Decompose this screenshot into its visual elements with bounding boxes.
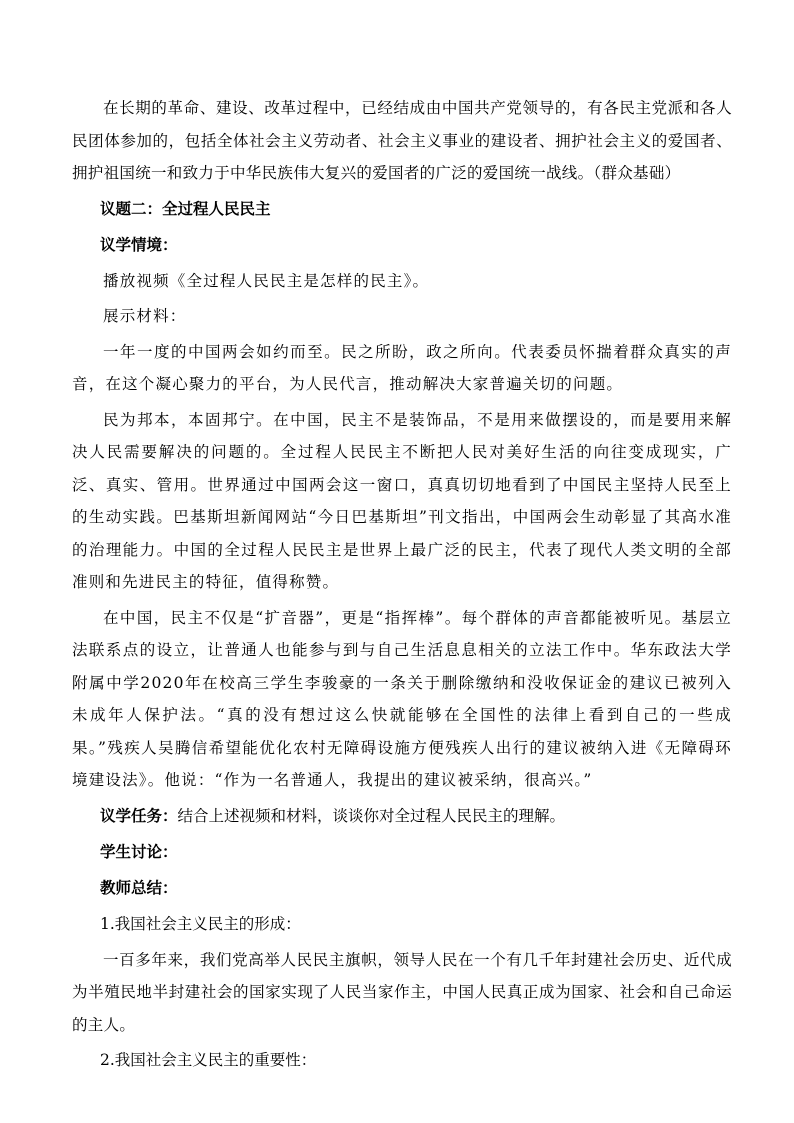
point-1-text: 一百多年来，我们党高举人民民主旗帜，领导人民在一个有几千年封建社会历史、近代成为半殖民地半封建社会的国家实现了人民当家作主，中国人民真正成为国家、社会和自己命运的主人。 <box>72 950 732 1034</box>
material-paragraph-3: 在中国，民主不仅是“扩音器”，更是“指挥棒”。每个群体的声音都能被听见。基层立法联系点的设立，让普通人也能参与到与自己生活息息相关的立法工作中。华东政法大学附属中学2020年在校高三学生李骏豪的一条关于删除缴纳和没收保证金的建议已被列入未成年人保护法。“真的没有想过这么快就能够在全国性的法律上看到自己的一些成果。”残疾人吴腾信希望能优化农村无障碍设施方便残疾人出行的建议被纳入进《无障碍环境建设法》。他说：“作为一名普通人，我提出的建议被采纳，很高兴。” <box>72 608 732 789</box>
situation-heading: 议学情境： <box>100 235 178 254</box>
document-page <box>72 92 732 1080</box>
point-2-title: 2.我国社会主义民主的重要性： <box>100 1051 317 1069</box>
point-1-title: 1.我国社会主义民主的形成： <box>100 914 301 933</box>
video-line: 播放视频《全过程人民民主是怎样的民主》。 <box>103 271 430 290</box>
paragraph-united-front: 在长期的革命、建设、改革过程中，已经结成由中国共产党领导的，有各民主党派和各人民团体参加的，包括全体社会主义劳动者、社会主义事业的建设者、拥护社会主义的爱国者、拥护祖国统一和致力于中华民族伟大复兴的爱国者的广泛的爱国统一战线。（群众基础） <box>72 99 732 182</box>
material-paragraph-1: 一年一度的中国两会如约而至。民之所盼，政之所向。代表委员怀揣着群众真实的声音，在这个凝心聚力的平台，为人民代言，推动解决大家普遍关切的问题。 <box>72 342 732 393</box>
material-label: 展示材料： <box>103 307 187 325</box>
topic-heading: 议题二：全过程人民民主 <box>100 199 271 218</box>
material-paragraph-2: 民为邦本，本固邦宁。在中国，民主不是装饰品，不是用来做摆设的，而是要用来解决人民需要解决的问题的。全过程人民民主不断把人民对美好生活的向往变成现实，广泛、真实、管用。世界通过中国两会这一窗口，真真切切地看到了中国民主坚持人民至上的生动实践。巴基斯坦新闻网站“今日巴基斯坦”刊文指出，中国两会生动彰显了其高水准的治理能力。中国的全过程人民民主是世界上最广泛的民主，代表了现代人类文明的全部准则和先进民主的特征，值得称赞。 <box>72 410 732 591</box>
task-line <box>72 800 732 832</box>
task-text: 结合上述视频和材料，谈谈你对全过程人民民主的理解。 <box>177 806 566 825</box>
task-label: 议学任务： <box>100 806 178 825</box>
summary-heading: 教师总结： <box>100 878 178 897</box>
discussion-heading: 学生讨论： <box>100 842 178 861</box>
